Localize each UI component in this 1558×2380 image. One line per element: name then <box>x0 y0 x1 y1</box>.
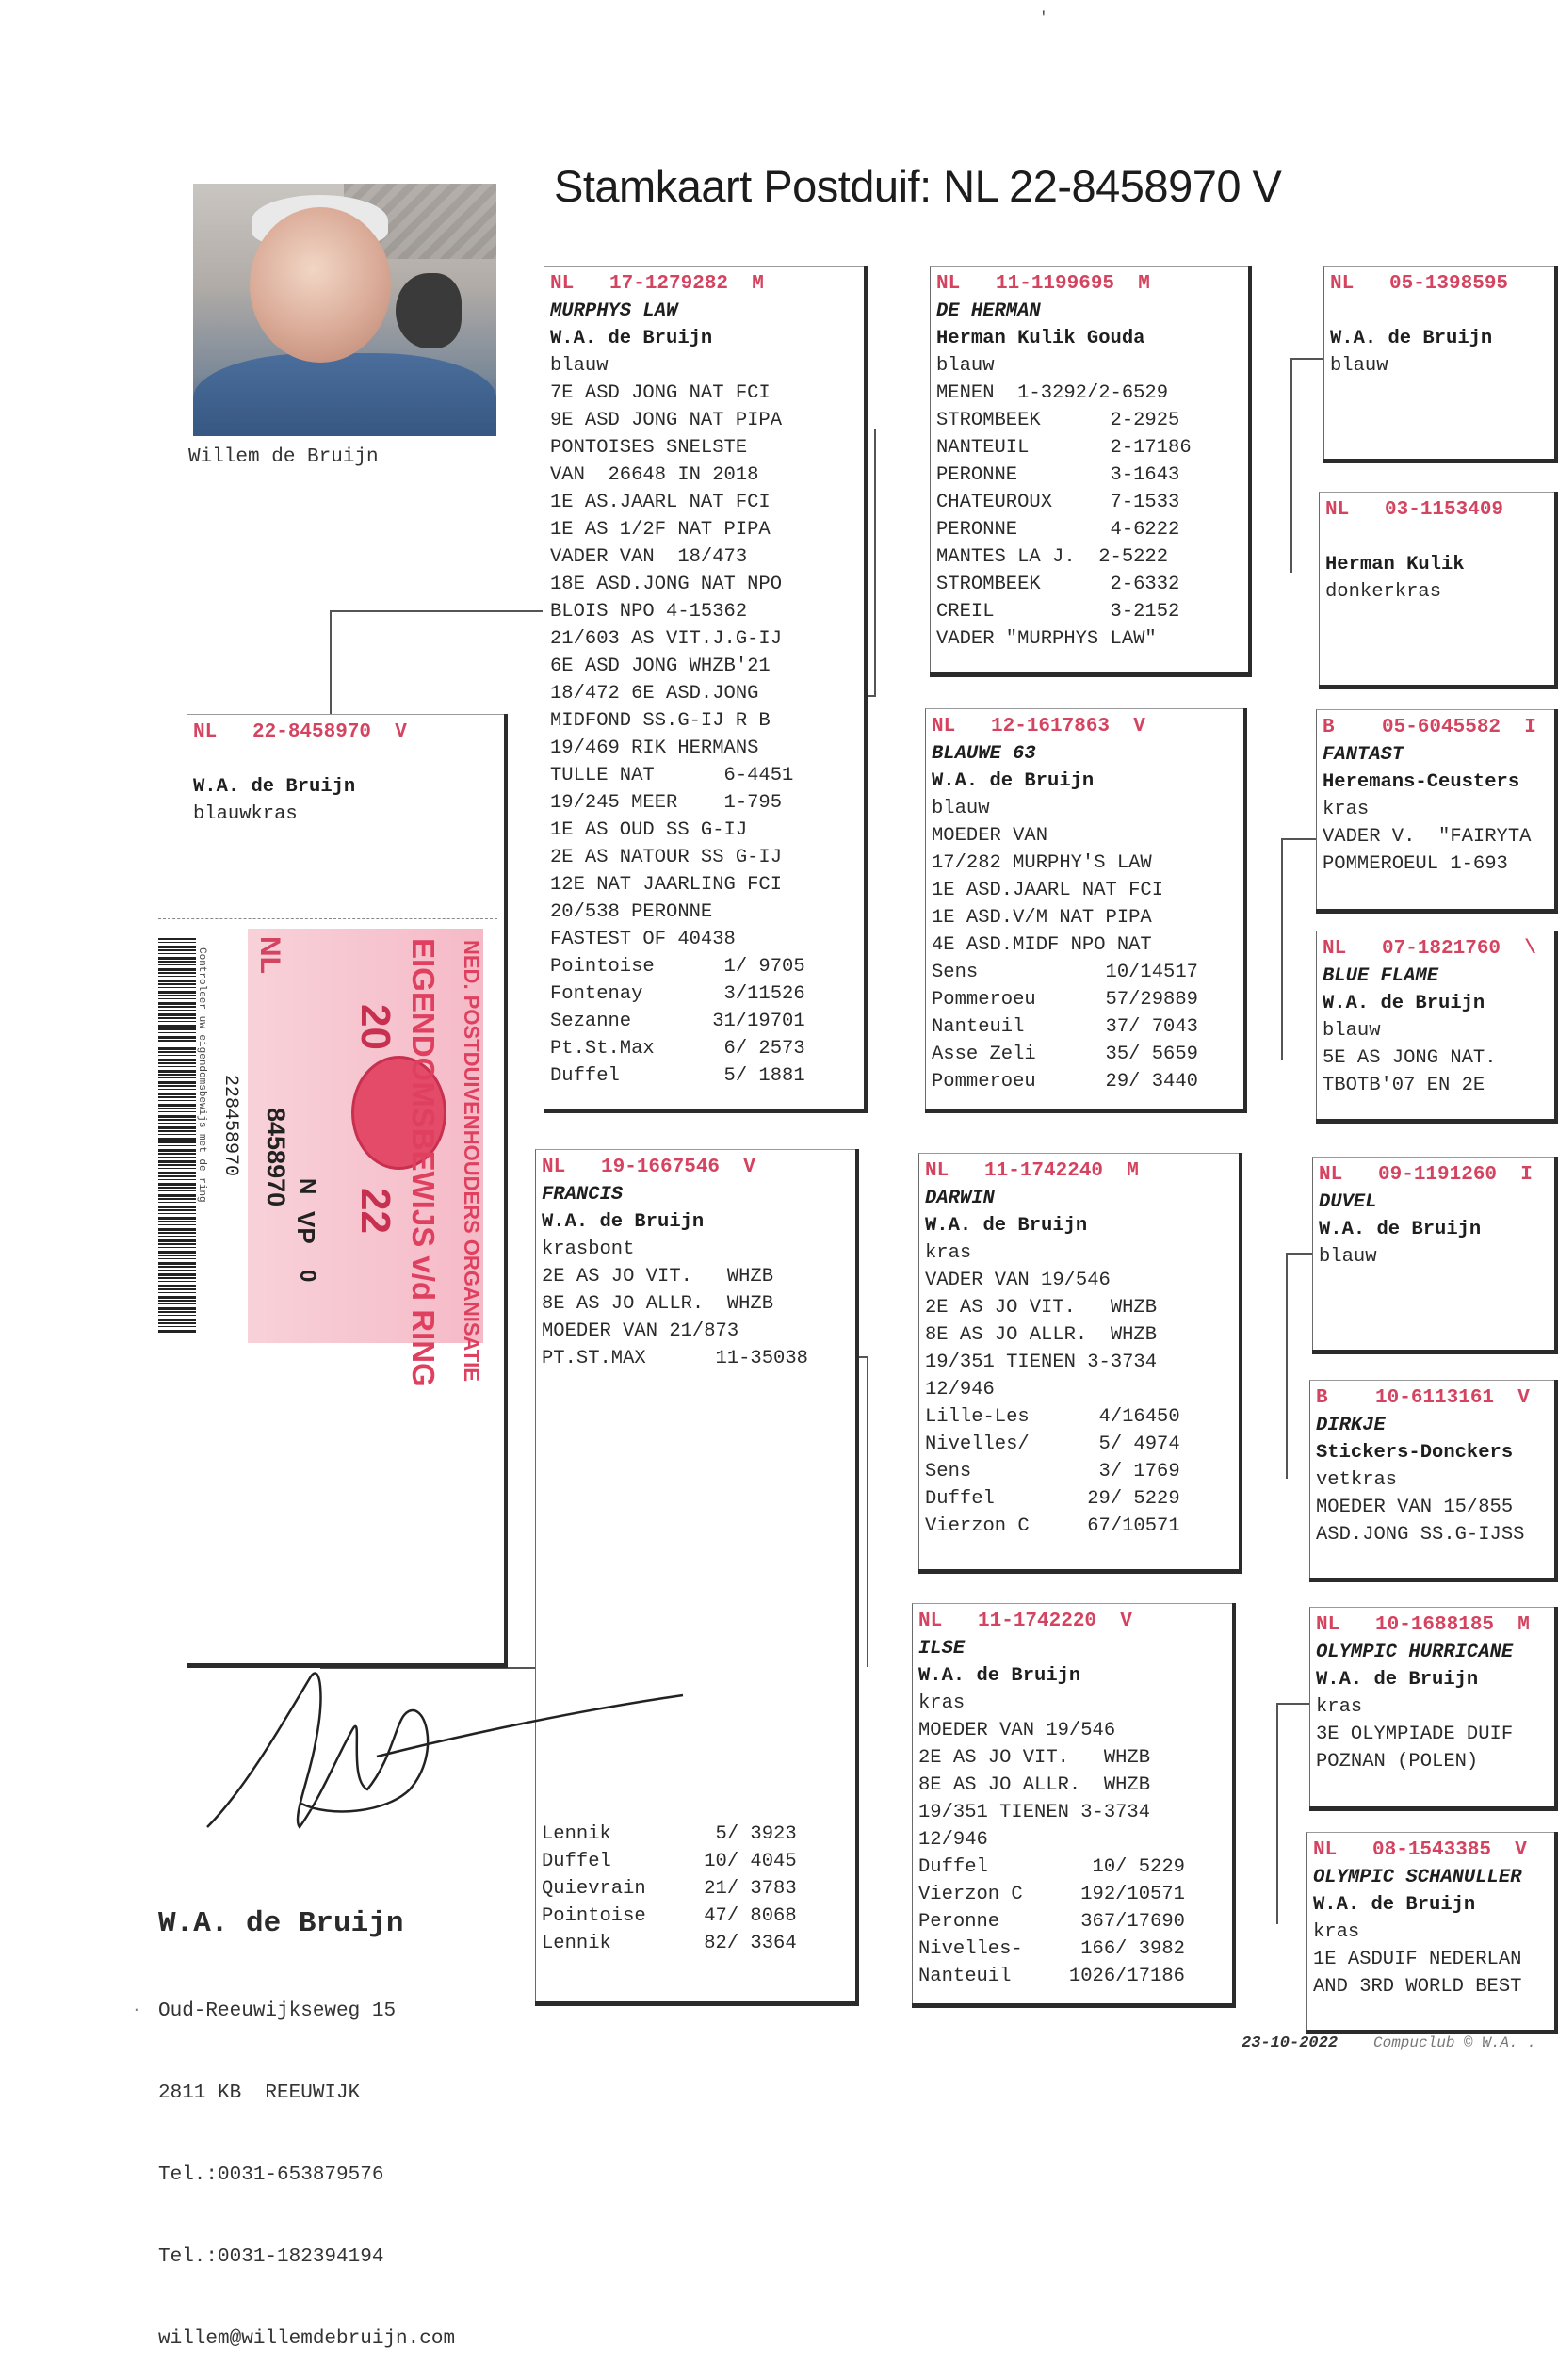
dd-detail-line: 19/351 TIENEN 3-3734 <box>918 1802 1151 1823</box>
great-grandparent-card-6 <box>1309 1380 1554 1578</box>
g6-ring-number: B 10-6113161 V <box>1316 1387 1530 1409</box>
g3-name: FANTAST <box>1323 744 1404 766</box>
g7-detail-line: POZNAN (POLEN) <box>1316 1751 1479 1773</box>
ds-ring-number: NL 11-1742240 M <box>925 1160 1139 1182</box>
sire-detail-line: BLOIS NPO 4-15362 <box>550 601 748 623</box>
owner-caption: Willem de Bruijn <box>188 446 379 468</box>
g3-detail-line: kras <box>1323 799 1370 820</box>
ds-breeder: W.A. de Bruijn <box>925 1215 1088 1237</box>
g6-details <box>1316 1466 1549 1548</box>
ss-detail-line: VADER "MURPHYS LAW" <box>936 628 1157 650</box>
g8-detail-line: kras <box>1313 1921 1360 1943</box>
photo-face <box>250 207 391 363</box>
check-text: Controleer uw eigendomsbewijs met de ring <box>196 947 207 1203</box>
great-grandparent-card-4 <box>1316 931 1554 1119</box>
dd-detail-line: Peronne 367/17690 <box>918 1911 1185 1933</box>
certificate-country: NL <box>254 936 285 974</box>
contact-phone-1: Tel.:0031-653879576 <box>158 2164 384 2186</box>
dd-detail-line: Nivelles- 166/ 3982 <box>918 1938 1185 1960</box>
connector-line <box>330 610 332 719</box>
certificate-year-left: 20 <box>352 1004 398 1050</box>
sire-detail-line: 9E ASD JONG NAT PIPA <box>550 410 783 431</box>
dd-details <box>918 1690 1226 1990</box>
connector-line <box>1290 358 1292 573</box>
ss-detail-line: CREIL 3-2152 <box>936 601 1180 623</box>
dam-card <box>535 1149 855 2001</box>
signature <box>188 1639 688 1855</box>
g8-detail-line: AND 3RD WORLD BEST <box>1313 1976 1522 1998</box>
sire-ring-number: NL 17-1279282 M <box>550 273 764 295</box>
subject-color: blauwkras <box>193 803 298 825</box>
sire-detail-line: 1E AS.JAARL NAT FCI <box>550 492 771 513</box>
ds-detail-line: Nivelles/ 5/ 4974 <box>925 1433 1180 1455</box>
spacer <box>193 746 498 773</box>
g4-detail-line: blauw <box>1323 1020 1381 1042</box>
sire-detail-line: 1E AS 1/2F NAT PIPA <box>550 519 771 541</box>
ds-detail-line: VADER VAN 19/546 <box>925 1270 1111 1291</box>
g3-breeder: Heremans-Ceusters <box>1323 771 1520 793</box>
g6-detail-line: ASD.JONG SS.G-IJSS <box>1316 1524 1525 1546</box>
spacer <box>1325 524 1549 551</box>
g7-breeder: W.A. de Bruijn <box>1316 1669 1479 1691</box>
ss-detail-line: PERONNE 4-6222 <box>936 519 1180 541</box>
contact-address: Oud-Reeuwijkseweg 15 <box>158 2000 397 2022</box>
dam-dam-card <box>912 1603 1232 2003</box>
sire-detail-line: Sezanne 31/19701 <box>550 1011 805 1032</box>
page-title: Stamkaart Postduif: NL 22-8458970 V <box>554 161 1282 211</box>
dam-result-line: Quievrain 21/ 3783 <box>542 1878 797 1900</box>
sire-details <box>550 352 858 1090</box>
g3-detail-line: VADER V. "FAIRYTA <box>1323 826 1532 848</box>
ds-detail-line: 8E AS JO ALLR. WHZB <box>925 1324 1158 1346</box>
dam-result-line: Lennik 5/ 3923 <box>542 1823 797 1845</box>
ds-detail-line: Vierzon C 67/10571 <box>925 1515 1180 1537</box>
great-grandparent-card-2 <box>1319 492 1554 685</box>
g6-breeder: Stickers-Donckers <box>1316 1442 1514 1464</box>
certificate-vertical-letter: N <box>295 1178 320 1195</box>
connector-line <box>1276 1703 1278 1924</box>
sire-detail-line: Pt.St.Max 6/ 2573 <box>550 1038 805 1060</box>
dd-detail-line: kras <box>918 1692 966 1714</box>
dd-detail-line: Vierzon C 192/10571 <box>918 1884 1185 1905</box>
certificate-tag: VP <box>292 1211 320 1244</box>
dam-sire-card <box>918 1153 1239 1569</box>
dam-breeder: W.A. de Bruijn <box>542 1211 705 1233</box>
dam-detail-line: 8E AS JO ALLR. WHZB <box>542 1293 774 1315</box>
great-grandparent-card-7 <box>1309 1607 1554 1806</box>
sire-detail-line: VAN 26648 IN 2018 <box>550 464 759 486</box>
g4-breeder: W.A. de Bruijn <box>1323 993 1485 1014</box>
sire-breeder: W.A. de Bruijn <box>550 328 713 349</box>
ss-breeder: Herman Kulik Gouda <box>936 328 1145 349</box>
g2-details <box>1325 578 1549 606</box>
ss-details <box>936 352 1242 653</box>
sd-detail-line: Sens 10/14517 <box>932 962 1198 983</box>
g7-detail-line: kras <box>1316 1696 1363 1718</box>
connector-line <box>1281 838 1283 1060</box>
g2-breeder: Herman Kulik <box>1325 554 1465 575</box>
g3-ring-number: B 05-6045582 I <box>1323 717 1536 738</box>
dam-details <box>542 1236 850 1372</box>
ds-details <box>925 1239 1233 1540</box>
sire-detail-line: FASTEST OF 40438 <box>550 929 736 950</box>
dam-result-line: Duffel 10/ 4045 <box>542 1851 797 1872</box>
great-grandparent-card-1 <box>1323 266 1554 459</box>
certificate-digit: 0 <box>295 1270 320 1283</box>
ss-detail-line: STROMBEEK 2-2925 <box>936 410 1180 431</box>
dd-detail-line: 12/946 <box>918 1829 988 1851</box>
sd-detail-line: 17/282 MURPHY'S LAW <box>932 852 1152 874</box>
dam-name: FRANCIS <box>542 1184 624 1206</box>
sd-ring-number: NL 12-1617863 V <box>932 716 1145 737</box>
sire-detail-line: 18/472 6E ASD.JONG <box>550 683 759 704</box>
certificate-ring-number: 8458970 <box>262 1108 290 1207</box>
sire-detail-line: 19/469 RIK HERMANS <box>550 737 759 759</box>
connector-line <box>874 429 876 697</box>
sire-name: MURPHYS LAW <box>550 300 678 322</box>
ds-detail-line: 12/946 <box>925 1379 995 1400</box>
photo-pigeon <box>396 273 462 348</box>
sire-detail-line: 7E ASD JONG NAT FCI <box>550 382 771 404</box>
connector-line <box>867 1356 868 1667</box>
sd-detail-line: Asse Zeli 35/ 5659 <box>932 1044 1198 1065</box>
g4-detail-line: TBOTB'07 EN 2E <box>1323 1075 1485 1096</box>
g5-name: DUVEL <box>1319 1191 1377 1213</box>
certificate-title: EIGENDOMSBEWIJS v/d RING <box>406 938 441 1387</box>
sire-detail-line: 1E AS OUD SS G-IJ <box>550 819 748 841</box>
sire-detail-line: Duffel 5/ 1881 <box>550 1065 805 1087</box>
dd-detail-line: MOEDER VAN 19/546 <box>918 1720 1116 1741</box>
ownership-certificate <box>158 918 497 1387</box>
sd-name: BLAUWE 63 <box>932 743 1036 765</box>
dd-breeder: W.A. de Bruijn <box>918 1665 1081 1687</box>
dd-detail-line: Duffel 10/ 5229 <box>918 1856 1185 1878</box>
ss-detail-line: CHATEUROUX 7-1533 <box>936 492 1180 513</box>
sire-dam-card <box>925 708 1243 1109</box>
g3-detail-line: POMMEROEUL 1-693 <box>1323 853 1508 875</box>
bullet-mark: · <box>132 2001 141 2018</box>
sire-detail-line: 21/603 AS VIT.J.G-IJ <box>550 628 783 650</box>
sire-detail-line: MIDFOND SS.G-IJ R B <box>550 710 771 732</box>
g6-name: DIRKJE <box>1316 1415 1386 1436</box>
great-grandparent-card-3 <box>1316 709 1554 909</box>
scan-mark: ' <box>1039 9 1048 26</box>
sire-detail-line: TULLE NAT 6-4451 <box>550 765 794 786</box>
g7-ring-number: NL 10-1688185 M <box>1316 1614 1530 1636</box>
dam-ring-number: NL 19-1667546 V <box>542 1157 755 1178</box>
g4-name: BLUE FLAME <box>1323 965 1439 987</box>
ss-detail-line: MENEN 1-3292/2-6529 <box>936 382 1169 404</box>
g8-ring-number: NL 08-1543385 V <box>1313 1839 1527 1861</box>
sd-detail-line: MOEDER VAN <box>932 825 1048 847</box>
g7-detail-line: 3E OLYMPIADE DUIF <box>1316 1724 1514 1745</box>
sd-breeder: W.A. de Bruijn <box>932 770 1095 792</box>
ss-detail-line: MANTES LA J. 2-5222 <box>936 546 1169 568</box>
g8-detail-line: 1E ASDUIF NEDERLAN <box>1313 1949 1522 1970</box>
dd-detail-line: Nanteuil 1026/17186 <box>918 1966 1185 1987</box>
subject-ring-number: NL 22-8458970 V <box>193 721 407 743</box>
contact-email[interactable]: willem@willemdebruijn.com <box>158 2328 456 2350</box>
contact-name: W.A. de Bruijn <box>158 1907 404 1940</box>
dam-detail-line: MOEDER VAN 21/873 <box>542 1320 739 1342</box>
ds-detail-line: 19/351 TIENEN 3-3734 <box>925 1352 1158 1373</box>
print-date: 23-10-2022 <box>1242 2034 1339 2052</box>
ds-detail-line: 2E AS JO VIT. WHZB <box>925 1297 1158 1319</box>
owner-photo <box>193 184 496 436</box>
software-credit: Compuclub © W.A. . <box>1373 2034 1536 2051</box>
contact-city: 2811 KB REEUWIJK <box>158 2082 361 2104</box>
g2-ring-number: NL 03-1153409 <box>1325 499 1504 521</box>
g7-name: OLYMPIC HURRICANE <box>1316 1642 1514 1663</box>
ss-detail-line: NANTEUIL 2-17186 <box>936 437 1192 459</box>
sire-detail-line: 6E ASD JONG WHZB'21 <box>550 656 771 677</box>
ds-detail-line: kras <box>925 1242 972 1264</box>
contact-block <box>158 1851 455 2380</box>
sd-detail-line: Pommeroeu 29/ 3440 <box>932 1071 1198 1093</box>
sire-detail-line: Fontenay 3/11526 <box>550 983 805 1005</box>
g8-breeder: W.A. de Bruijn <box>1313 1894 1476 1916</box>
contact-phone-2: Tel.:0031-182394194 <box>158 2246 384 2268</box>
sd-detail-line: 1E ASD.V/M NAT PIPA <box>932 907 1152 929</box>
ss-ring-number: NL 11-1199695 M <box>936 273 1150 295</box>
g7-details <box>1316 1693 1549 1775</box>
dam-detail-line: 2E AS JO VIT. WHZB <box>542 1266 774 1287</box>
sire-sire-card <box>930 266 1248 672</box>
sd-detail-line: 1E ASD.JAARL NAT FCI <box>932 880 1164 901</box>
sire-detail-line: 19/245 MEER 1-795 <box>550 792 783 814</box>
barcode <box>158 938 196 1334</box>
connector-line <box>1290 358 1328 360</box>
connector-line <box>330 610 543 612</box>
g6-detail-line: vetkras <box>1316 1469 1398 1491</box>
sd-detail-line: Nanteuil 37/ 7043 <box>932 1016 1198 1038</box>
sd-detail-line: 4E ASD.MIDF NPO NAT <box>932 934 1152 956</box>
g4-details <box>1323 1017 1549 1099</box>
dd-detail-line: 8E AS JO ALLR. WHZB <box>918 1774 1151 1796</box>
sd-detail-line: Pommeroeu 57/29889 <box>932 989 1198 1011</box>
ds-detail-line: Duffel 29/ 5229 <box>925 1488 1180 1510</box>
g5-detail-line: blauw <box>1319 1246 1377 1268</box>
sd-details <box>932 795 1238 1095</box>
barcode-number: 228458970 <box>219 1075 241 1177</box>
g6-detail-line: MOEDER VAN 15/855 <box>1316 1497 1514 1518</box>
sire-detail-line: blauw <box>550 355 609 377</box>
g1-detail-line: blauw <box>1330 355 1388 377</box>
g2-detail-line: donkerkras <box>1325 581 1442 603</box>
g4-ring-number: NL 07-1821760 \ <box>1323 938 1536 960</box>
dam-result-line: Lennik 82/ 3364 <box>542 1933 797 1954</box>
sire-detail-line: 2E AS NATOUR SS G-IJ <box>550 847 783 868</box>
dd-detail-line: 2E AS JO VIT. WHZB <box>918 1747 1151 1769</box>
sire-detail-line: 18E ASD.JONG NAT NPO <box>550 574 783 595</box>
ss-detail-line: blauw <box>936 355 995 377</box>
sire-detail-line: 12E NAT JAARLING FCI <box>550 874 783 896</box>
sire-detail-line: PONTOISES SNELSTE <box>550 437 748 459</box>
ss-name: DE HERMAN <box>936 300 1041 322</box>
dam-detail-line: PT.ST.MAX 11-35038 <box>542 1348 808 1369</box>
great-grandparent-card-5 <box>1312 1157 1554 1350</box>
dd-name: ILSE <box>918 1638 966 1660</box>
g5-ring-number: NL 09-1191260 I <box>1319 1164 1533 1186</box>
subject-breeder: W.A. de Bruijn <box>193 776 356 798</box>
great-grandparent-card-8 <box>1306 1832 1554 2030</box>
sire-detail-line: 20/538 PERONNE <box>550 901 713 923</box>
connector-line <box>1286 1253 1288 1479</box>
dd-ring-number: NL 11-1742220 V <box>918 1611 1132 1632</box>
dam-detail-line: krasbont <box>542 1239 635 1260</box>
photo-body <box>193 353 496 436</box>
g1-breeder: W.A. de Bruijn <box>1330 328 1493 349</box>
g8-details <box>1313 1919 1549 2000</box>
sire-detail-line: Pointoise 1/ 9705 <box>550 956 805 978</box>
g4-detail-line: 5E AS JONG NAT. <box>1323 1047 1497 1069</box>
sd-detail-line: blauw <box>932 798 990 819</box>
ss-detail-line: STROMBEEK 2-6332 <box>936 574 1180 595</box>
g5-breeder: W.A. de Bruijn <box>1319 1219 1482 1240</box>
spacer <box>1330 298 1549 325</box>
certificate-org: NED. POSTDUIVENHOUDERS ORGANISATIE <box>460 940 483 1382</box>
dam-result-line: Pointoise 47/ 8068 <box>542 1905 797 1927</box>
ds-name: DARWIN <box>925 1188 995 1209</box>
g1-ring-number: NL 05-1398595 <box>1330 273 1509 295</box>
g5-details <box>1319 1243 1549 1271</box>
certificate-year-right: 22 <box>352 1188 398 1234</box>
ss-detail-line: PERONNE 3-1643 <box>936 464 1180 486</box>
g3-details <box>1323 796 1549 878</box>
g8-name: OLYMPIC SCHANULLER <box>1313 1867 1522 1888</box>
ds-detail-line: Sens 3/ 1769 <box>925 1461 1180 1482</box>
ds-detail-line: Lille-Les 4/16450 <box>925 1406 1180 1428</box>
sire-card <box>544 266 864 1109</box>
sire-detail-line: VADER VAN 18/473 <box>550 546 748 568</box>
g1-details <box>1330 352 1549 380</box>
